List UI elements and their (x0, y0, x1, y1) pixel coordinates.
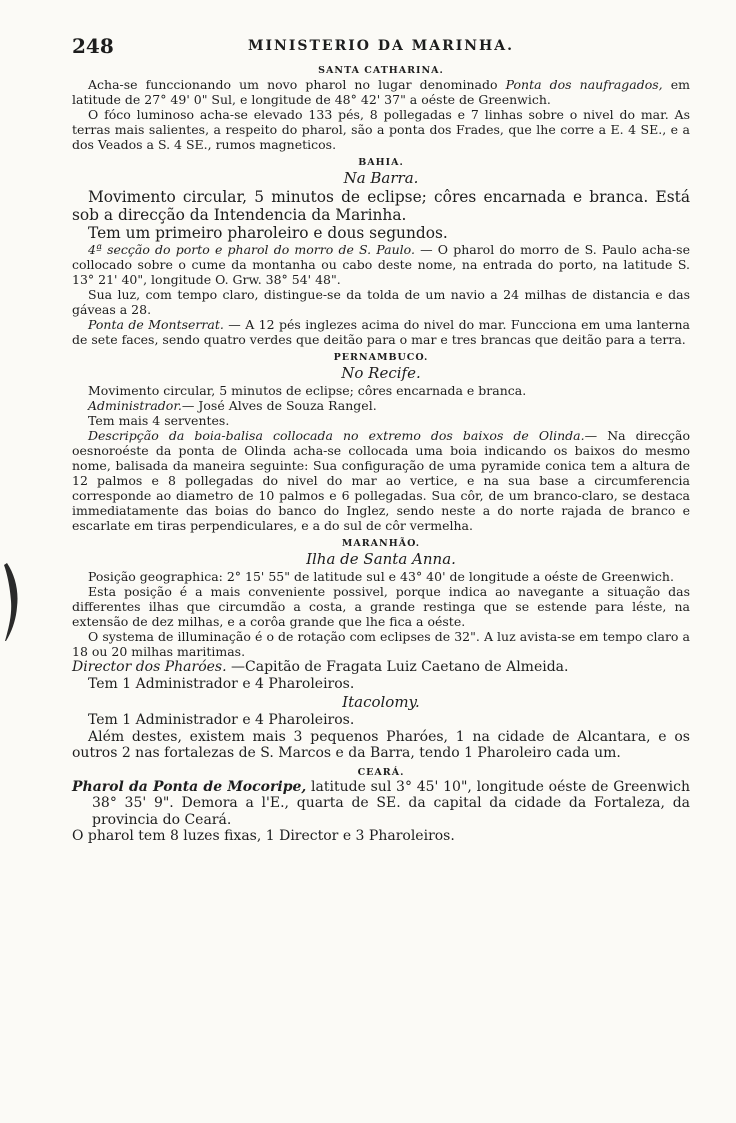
paragraph: Movimento circular, 5 minutos de eclipse; côres encarnada e branca. Está sob a direcção da Intendencia da Marinha. (72, 188, 690, 224)
paragraph: Tem um primeiro pharoleiro e dous segundos. (88, 224, 448, 242)
text-run: em latitude de 27° 49' 0" Sul, e longitude de 48° 42' 37" a oéste de Greenwich. (72, 77, 690, 107)
paragraph: O pharol tem 8 luzes fixas, 1 Director e 3 Pharoleiros. (72, 828, 455, 844)
text-run: Acha-se funccionando um novo pharol no lugar denominado (88, 77, 506, 92)
paragraph: Movimento circular, 5 minutos de eclipse; côres encarnada e branca. (88, 383, 527, 398)
paragraph-lead: Pharol da Ponta de Mocoripe, (72, 778, 307, 795)
subheading-na-barra: Na Barra. (343, 169, 419, 187)
paragraph (72, 398, 690, 413)
text-run: — José Alves de Souza Rangel. (181, 398, 377, 413)
page-number: 248 (72, 34, 114, 58)
paragraph: O fóco luminoso acha-se elevado 133 pés, 8 pollegadas e 7 linhas sobre o nivel do mar. As terras mais salientes, a respeito do pharol, são a ponta dos Frades, que lhe corre a E. 4 SE., e a dos Veados a S. 4 SE., rumos magneticos. (72, 107, 690, 152)
paragraph (72, 77, 690, 107)
subheading-itacolomy: Itacolomy. (342, 693, 420, 711)
text-run: latitude sul 3° 45' 10", longitude oéste de Greenwich 38° 35' 9". Demora a l'E., quarta de SE. da capital da cidade da Fortaleza, da provincia do Ceará. (92, 778, 690, 828)
paragraph (72, 317, 690, 347)
section-heading-santa-catharina: SANTA CATHARINA. (318, 65, 444, 76)
subheading-no-recife: No Recife. (341, 364, 421, 382)
page-header (72, 34, 690, 60)
subheading-ilha-de-santa-anna: Ilha de Santa Anna. (306, 550, 456, 568)
paragraph: Posição geographica: 2° 15' 55" de latitude sul e 43° 40' de longitude a oéste de Greenwich. (88, 569, 674, 584)
text-run: — A 12 pés inglezes acima do nivel do mar. Funcciona em uma lanterna de sete faces, sendo quatro verdes que deitão para o mar e tres brancas que deitão para a terra. (72, 317, 690, 347)
text-run: — O pharol do morro de S. Paulo acha-se collocado sobre o cume da montanha ou cabo deste nome, na entrada do porto, na latitude S. 13° 21' 40", longitude O. Grw. 38° 54' 48". (72, 242, 690, 287)
section-heading-ceara: CEARÁ. (357, 766, 405, 778)
section-heading-pernambuco: PERNAMBUCO. (333, 352, 429, 363)
paragraph-lead: Administrador. (88, 398, 182, 413)
paragraph-lead: 4ª secção do porto e pharol do morro de S. Paulo. (88, 242, 415, 257)
paragraph-lead: Ponta de Montserrat. (88, 317, 224, 332)
section-heading-bahia: BAHIA. (358, 157, 404, 168)
paragraph: Sua luz, com tempo claro, distingue-se da tolda de um navio a 24 milhas de distancia e das gáveas a 28. (72, 287, 690, 317)
paragraph (72, 428, 690, 533)
paragraph-lead: Descripção da boia-balisa collocada no extremo dos baixos de Olinda. (88, 428, 585, 443)
place-name: Ponta dos naufragados, (505, 77, 663, 92)
paragraph: Esta posição é a mais conveniente possivel, porque indica ao navegante a situação das differentes ilhas que circumdão a costa, a grande restinga que se estende para léste, na extensão de dez milhas, e a corôa grande que lhe fica a oéste. (72, 584, 690, 629)
paragraph (72, 242, 690, 287)
section-heading-maranhao: MARANHÃO. (341, 538, 421, 549)
paragraph (72, 779, 690, 829)
paragraph: O systema de illuminação é o de rotação com eclipses de 32". A luz avista-se em tempo claro a 18 ou 20 milhas maritimas. (72, 629, 690, 659)
paragraph (72, 659, 690, 676)
paragraph: Tem 1 Administrador e 4 Pharoleiros. (88, 675, 355, 692)
text-run: — Na direcção oesnoroéste da ponta de Olinda acha-se collocada uma boia indicando os baixos do mesmo nome, balisada da maneira seguinte: Sua configuração de uma pyramide conica tem a altura de 12 palmos e 8 pollegadas do nivel do mar ao vertice, e na sua base a circumferencia corresponde ao diametro de 10 palmos e 6 pollegadas. Sua côr, de um branco-claro, se destaca immediatamente das boias do banco do Inglez, sendo neste a do norte rajada de branco e escarlate em tiras perpendiculares, e a do sul de côr vermelha. (72, 428, 690, 533)
binding-edge-mark (3, 557, 27, 643)
paragraph-lead: Director dos Pharóes. (72, 659, 227, 675)
book-page (72, 34, 690, 845)
text-run: —Capitão de Fragata Luiz Caetano de Almeida. (226, 659, 569, 675)
running-title: MINISTERIO DA MARINHA. (247, 38, 515, 54)
paragraph: Além destes, existem mais 3 pequenos Pharóes, 1 na cidade de Alcantara, e os outros 2 nas fortalezas de S. Marcos e da Barra, tendo 1 Pharoleiro cada um. (72, 728, 690, 761)
paragraph: Tem mais 4 serventes. (88, 413, 230, 428)
paragraph: Tem 1 Administrador e 4 Pharoleiros. (88, 712, 355, 728)
